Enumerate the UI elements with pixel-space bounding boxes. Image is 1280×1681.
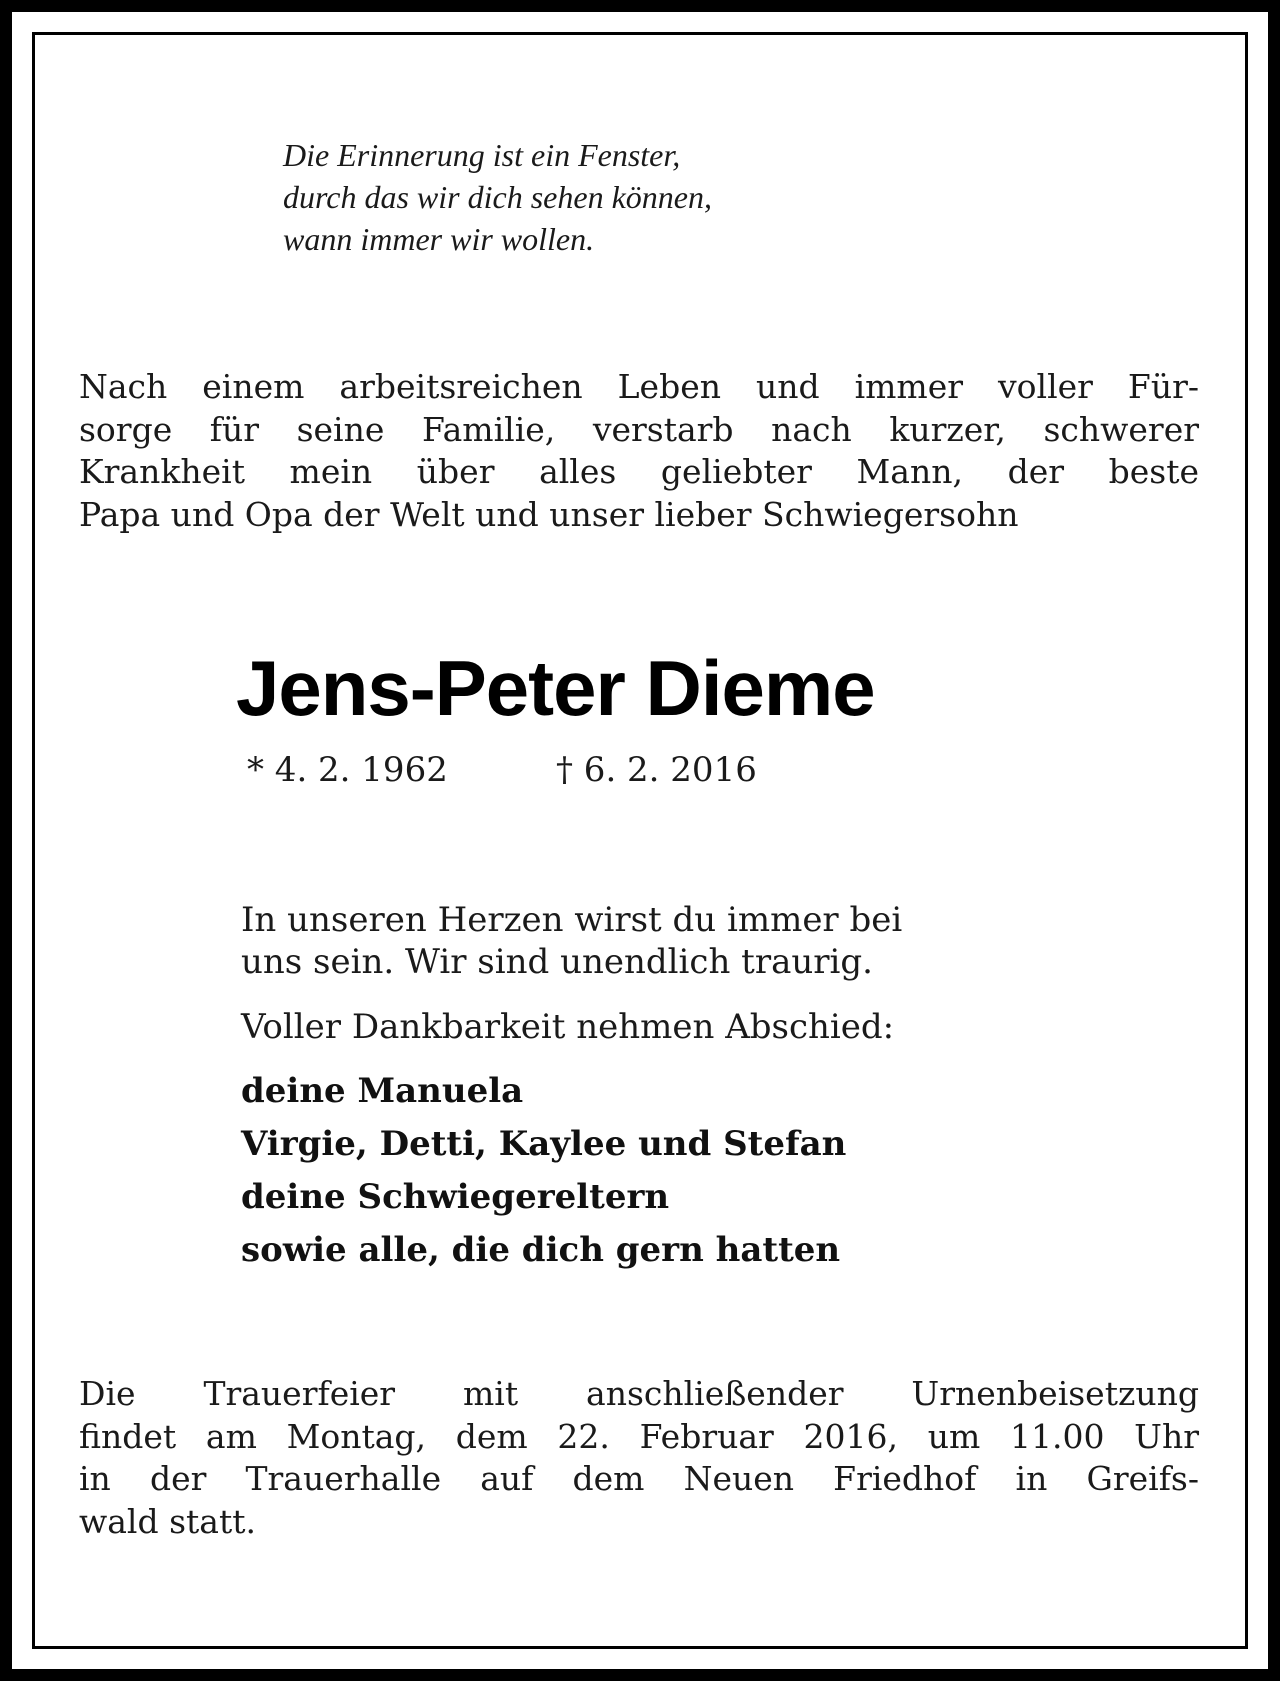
- mourner-item: deine Schwiegereltern: [241, 1177, 670, 1217]
- service-line: in der Trauerhalle auf dem Neuen Friedhof in Greifs-: [79, 1459, 1199, 1498]
- intro-line: Papa und Opa der Welt und unser lieber Schwiegersohn: [79, 494, 1019, 534]
- deceased-name: Jens-Peter Dieme: [236, 644, 875, 732]
- motto-line: Die Erinnerung ist ein Fenster,: [283, 137, 681, 173]
- heart-message: [241, 899, 902, 983]
- heart-line: uns sein. Wir sind unendlich traurig.: [241, 942, 873, 982]
- mourner-item: sowie alle, die dich gern hatten: [241, 1230, 841, 1270]
- service-line: findet am Montag, dem 22. Februar 2016, um 11.00 Uhr: [79, 1416, 1199, 1456]
- motto-line: wann immer wir wollen.: [283, 221, 595, 257]
- mourners-list: [241, 1065, 846, 1277]
- farewell-line: Voller Dankbarkeit nehmen Abschied:: [241, 1007, 895, 1047]
- intro-line: Nach einem arbeitsreichen Leben und immer voller Für-: [79, 367, 1199, 406]
- death-date: † 6. 2. 2016: [556, 750, 757, 790]
- mourner-item: deine Manuela: [241, 1071, 524, 1111]
- mourner-item: Virgie, Detti, Kaylee und Stefan: [241, 1124, 847, 1164]
- service-paragraph: [79, 1373, 1199, 1543]
- heart-line: In unseren Herzen wirst du immer bei: [241, 900, 903, 940]
- intro-paragraph: [79, 366, 1199, 536]
- intro-line: Krankheit mein über alles geliebter Mann, der beste: [79, 452, 1199, 491]
- birth-date: * 4. 2. 1962: [247, 750, 448, 790]
- intro-line: sorge für seine Familie, verstarb nach kurzer, schwerer: [79, 409, 1199, 449]
- motto-quote: [283, 134, 712, 260]
- service-line: Die Trauerfeier mit anschließender Urnenbeisetzung: [79, 1374, 1199, 1413]
- service-line: wald statt.: [79, 1501, 256, 1541]
- motto-line: durch das wir dich sehen können,: [283, 179, 712, 215]
